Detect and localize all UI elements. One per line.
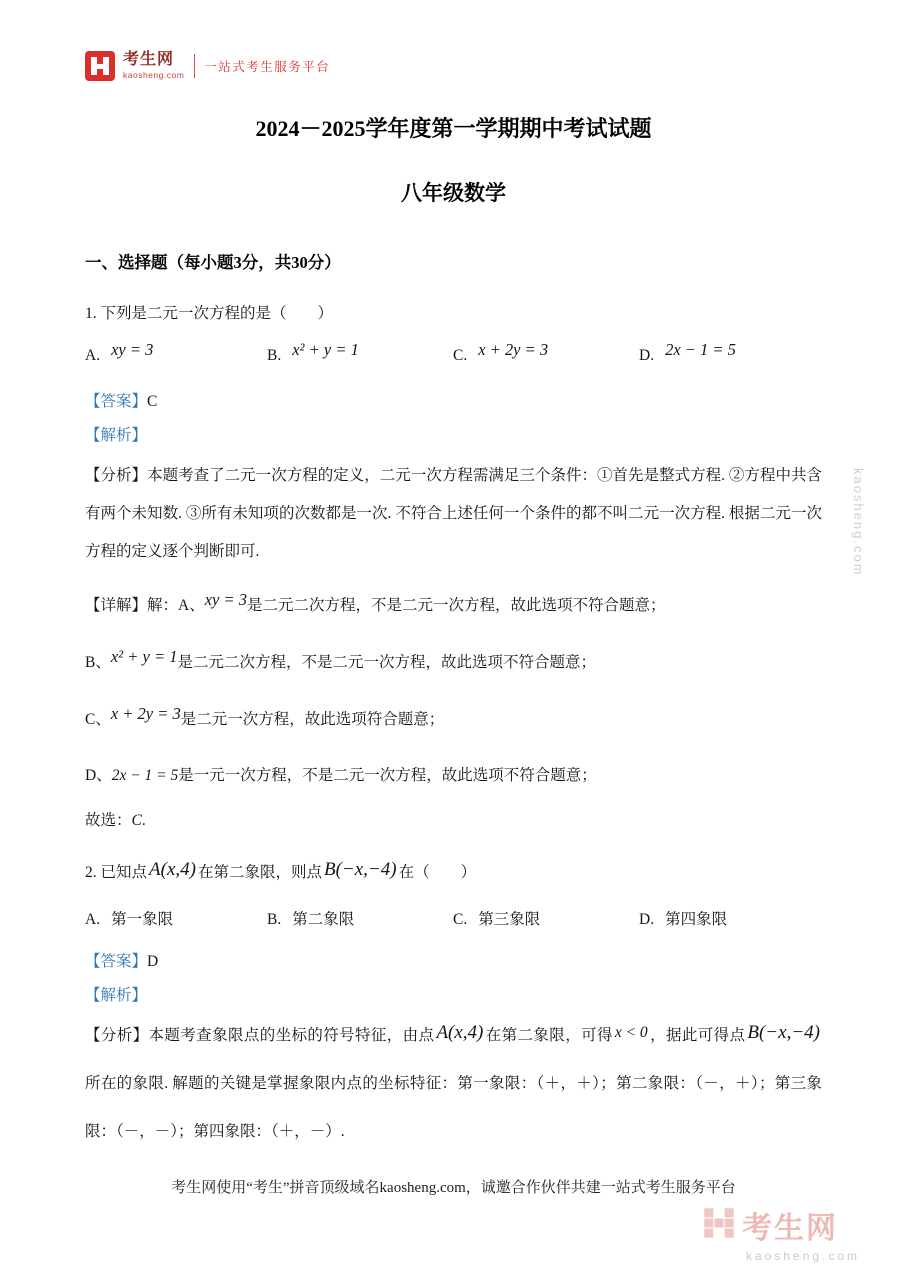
q2-option-c (453, 907, 639, 929)
option-label: A. (85, 911, 101, 928)
logo-brand: 考生网 (123, 51, 175, 69)
q2-option-d (639, 907, 822, 929)
text-run: 是二元二次方程，不是二元一次方程，故此选项不符合题意； (177, 654, 596, 671)
formula: xy = 3 (111, 340, 154, 359)
side-watermark: kaosheng.com (851, 468, 866, 577)
logo-domain: kaosheng.com (123, 70, 185, 81)
text-run: 是二元一次方程，故此选项符合题意； (180, 711, 445, 728)
answer-tag: 【答案】 (85, 393, 148, 410)
answer-value: D (147, 953, 159, 970)
text-run: D、 (85, 767, 112, 784)
text-run: 在第二象限，则点 (197, 864, 322, 881)
formula: C (131, 812, 142, 829)
formula: B(−x,−4) (747, 1022, 820, 1043)
formula: B(−x,−4) (323, 859, 397, 880)
jiexi-tag: 【解析】 (85, 427, 148, 444)
page-footer: 考生网使用“考生”拼音顶级域名kaosheng.com，诚邀合作伙伴共建一站式考生服务平台 (171, 1180, 736, 1196)
q2-answer-line (85, 949, 822, 971)
formula: x + 2y = 3 (110, 704, 181, 723)
formula: A(x,4) (149, 859, 196, 880)
text-run: 【详解】解：A、 (85, 597, 205, 614)
q1-analysis: 【分析】本题考查了二元一次方程的定义，二元一次方程需满足三个条件：①首先是整式方程. ②方程中共含有两个未知数. ③所有未知项的次数都是一次. 不符合上述任何一个条件的都不叫二元一次方程. 根据二元一次方程的定义逐个判断即可. (85, 467, 822, 560)
q2-stem (85, 850, 822, 895)
exam-subtitle: 八年级数学 (401, 181, 506, 205)
watermark-row (702, 1203, 880, 1247)
q1-detail-c (85, 699, 822, 740)
text-run: 2. 已知点 (85, 864, 148, 881)
jiexi-tag: 【解析】 (85, 987, 148, 1004)
option-label: C. (453, 911, 468, 928)
option-text: 第三象限 (478, 911, 541, 928)
q1-answer-line (85, 389, 822, 411)
watermark-logo-icon (702, 1206, 736, 1245)
text-run: 故选： (85, 812, 132, 829)
q1-stem: 1. 下列是二元一次方程的是（ ） (85, 305, 334, 322)
option-label: D. (639, 347, 655, 364)
q1-option-a (85, 340, 267, 365)
corner-watermark (702, 1203, 880, 1263)
q1-detail-b (85, 642, 822, 683)
q1-option-d (639, 340, 822, 365)
text-run: C、 (85, 711, 111, 728)
section-heading: 一、选择题（每小题3分，共30分） (85, 253, 341, 272)
text-run: 在第二象限，可得 (485, 1027, 613, 1044)
option-label: A. (85, 347, 101, 364)
watermark-domain: kaosheng.com (746, 1249, 861, 1263)
formula: x² + y = 1 (292, 340, 359, 359)
text-run: 所在的象限. 解题的关键是掌握象限内点的坐标特征：第一象限：（＋，＋）；第二象限：（－，＋）；第三象限：（－，－）；第四象限：（＋，－）. (85, 1075, 822, 1140)
q2-option-b (267, 907, 453, 929)
option-text: 第一象限 (111, 911, 174, 928)
q1-options-row (85, 340, 822, 365)
q2-options-row (85, 907, 822, 929)
answer-tag: 【答案】 (85, 953, 148, 970)
formula: 2x − 1 = 5 (665, 340, 736, 359)
text-run: 是二元二次方程，不是二元一次方程，故此选项不符合题意； (246, 597, 666, 614)
text-run: 是一元一次方程，不是二元一次方程，故此选项不符合题意； (178, 767, 597, 784)
formula: xy = 3 (204, 590, 247, 609)
q1-option-c (453, 340, 639, 365)
option-label: B. (267, 911, 282, 928)
text-run: 【分析】本题考查象限点的坐标的符号特征，由点 (85, 1027, 435, 1044)
site-logo (85, 50, 822, 82)
logo-text (123, 52, 184, 80)
option-label: B. (267, 347, 282, 364)
option-label: D. (639, 911, 655, 928)
q1-jiexi-line (85, 423, 822, 445)
q2-jiexi-line (85, 983, 822, 1005)
formula: x + 2y = 3 (478, 340, 549, 359)
formula: x² + y = 1 (110, 647, 178, 666)
text-run: . (141, 812, 146, 829)
option-text: 第二象限 (292, 911, 355, 928)
text-run: ，据此可得点 (649, 1027, 746, 1044)
logo-divider (194, 54, 195, 78)
formula: x < 0 (614, 1024, 648, 1041)
q1-conclusion (85, 808, 822, 834)
kaosheng-logo-icon (85, 51, 115, 81)
q2-option-a (85, 907, 267, 929)
option-text: 第四象限 (665, 911, 728, 928)
q1-detail-d (85, 756, 822, 796)
q2-analysis (85, 1011, 822, 1156)
text-run: 在（ ） (398, 864, 477, 881)
exam-title: 2024－2025学年度第一学期期中考试试题 (255, 116, 652, 141)
formula: A(x,4) (436, 1022, 484, 1043)
watermark-brand: 考生网 (742, 1212, 838, 1245)
answer-value: C (147, 393, 158, 410)
text-run: B、 (85, 654, 111, 671)
formula: 2x − 1 = 5 (111, 767, 179, 784)
q1-detail-a (85, 585, 822, 626)
q1-option-b (267, 340, 453, 365)
option-label: C. (453, 347, 468, 364)
logo-tagline: 一站式考生服务平台 (204, 60, 331, 74)
